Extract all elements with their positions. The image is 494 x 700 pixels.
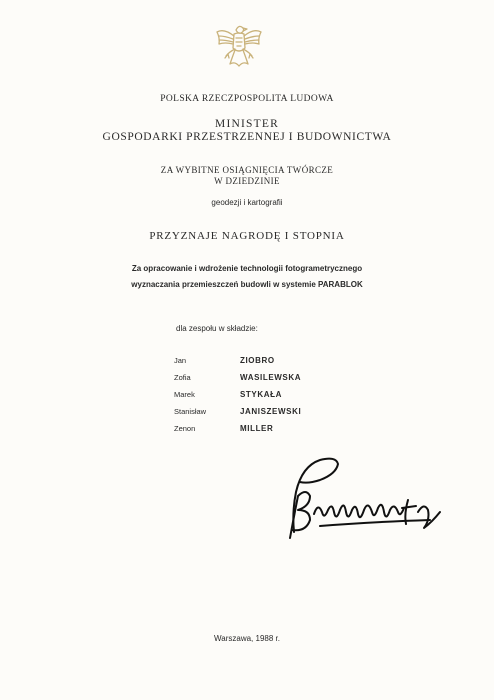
member-first-name: Zofia <box>174 373 191 382</box>
place-date: Warszawa, 1988 r. <box>214 634 280 643</box>
list-item <box>174 386 301 403</box>
list-item <box>174 369 301 386</box>
list-item <box>174 420 301 437</box>
list-item <box>174 352 301 369</box>
list-item <box>174 403 301 420</box>
team-label: dla zespołu w składzie: <box>176 324 258 333</box>
member-first-name: Jan <box>174 356 187 365</box>
member-last-name: WASILEWSKA <box>240 373 302 382</box>
member-last-name: ZIOBRO <box>240 356 275 365</box>
member-last-name: JANISZEWSKI <box>240 407 302 416</box>
member-first-name: Zenon <box>174 424 196 433</box>
award-reason-line2: W DZIEDZINIE <box>214 176 280 186</box>
office-ministry: GOSPODARKI PRZESTRZENNEJ I BUDOWNICTWA <box>102 131 392 143</box>
office-title: MINISTER <box>215 118 279 130</box>
work-description-line1: Za opracowanie i wdrożenie technologii fotogrametrycznego <box>131 264 363 273</box>
award-reason-line1: ZA WYBITNE OSIĄGNIĘCIA TWÓRCZE <box>160 165 334 175</box>
state-name: POLSKA RZECZPOSPOLITA LUDOWA <box>160 94 334 104</box>
award-field: geodezji i kartografii <box>211 198 283 207</box>
member-first-name: Stanisław <box>174 407 207 416</box>
member-last-name: MILLER <box>240 424 274 433</box>
signature-icon <box>280 452 450 542</box>
member-first-name: Marek <box>174 390 195 399</box>
eagle-emblem-icon <box>214 18 264 74</box>
team-members-list <box>174 352 301 437</box>
member-last-name: STYKAŁA <box>240 390 282 399</box>
work-description-line2: wyznaczania przemieszczeń budowli w systemie PARABLOK <box>131 280 363 289</box>
award-grant: PRZYZNAJE NAGRODĘ I STOPNIA <box>149 230 345 242</box>
